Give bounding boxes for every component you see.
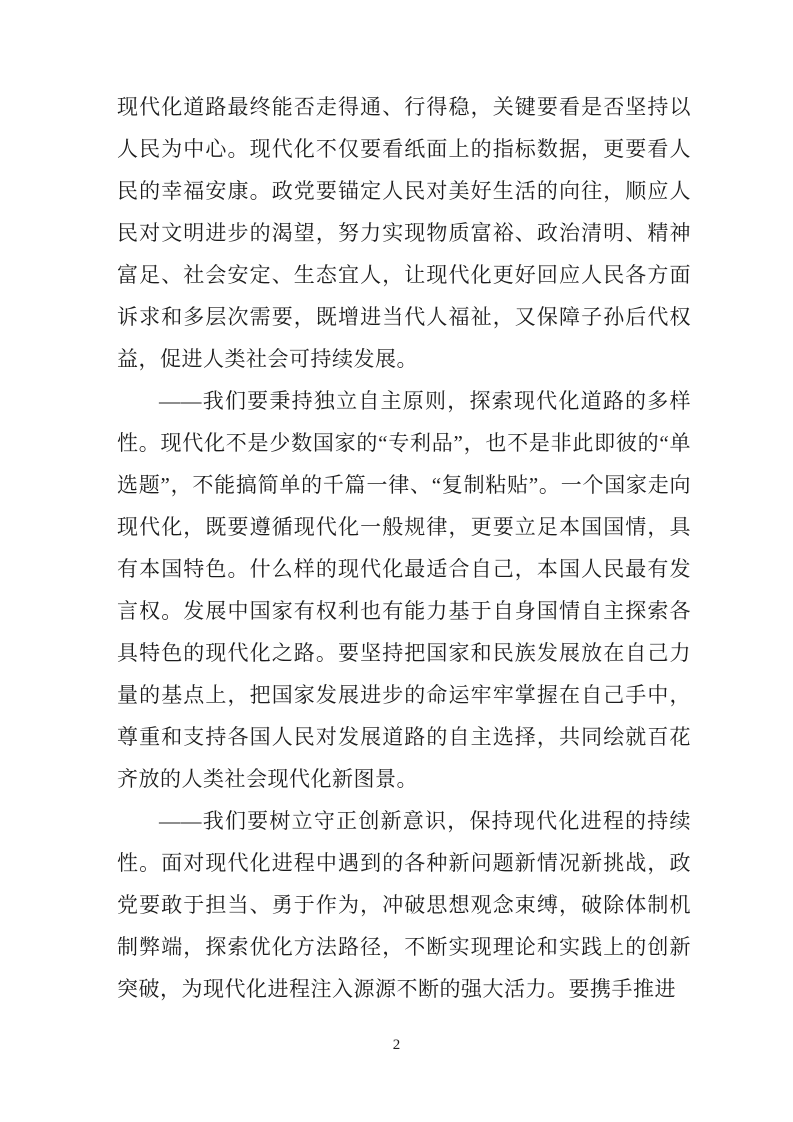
paragraph: ——我们要树立守正创新意识，保持现代化进程的持续性。面对现代化进程中遇到的各种新问题新情况新挑战，政党要敢于担当、勇于作为，冲破思想观念束缚，破除体制机制弊端，探索优化方法路径，不断实现理论和实践上的创新突破，为现代化进程注入源源不断的强大活力。要携手推进 — [117, 809, 691, 1001]
paragraph: ——我们要秉持独立自主原则，探索现代化道路的多样性。现代化不是少数国家的“专利品”，也不是非此即彼的“单选题”，不能搞简单的千篇一律、“复制粘贴”。一个国家走向现代化，既要遵循现代化一般规律，更要立足本国国情，具有本国特色。什么样的现代化最适合自己，本国人民最有发言权。发展中国家有权利也有能力基于自身国情自主探索各具特色的现代化之路。要坚持把国家和民族发展放在自己力量的基点上，把国家发展进步的命运牢牢掌握在自己手中，尊重和支持各国人民对发展道路的自主选择，共同绘就百花齐放的人类社会现代化新图景。 — [117, 389, 691, 791]
page-number: 2 — [392, 1037, 401, 1053]
document-body — [117, 86, 691, 1010]
paragraph: 现代化道路最终能否走得通、行得稳，关键要看是否坚持以人民为中心。现代化不仅要看纸面上的指标数据，更要看人民的幸福安康。政党要锚定人民对美好生活的向往，顺应人民对文明进步的渴望，努力实现物质富裕、政治清明、精神富足、社会安定、生态宜人，让现代化更好回应人民各方面诉求和多层次需要，既增进当代人福祉，又保障子孙后代权益，促进人类社会可持续发展。 — [117, 95, 691, 371]
